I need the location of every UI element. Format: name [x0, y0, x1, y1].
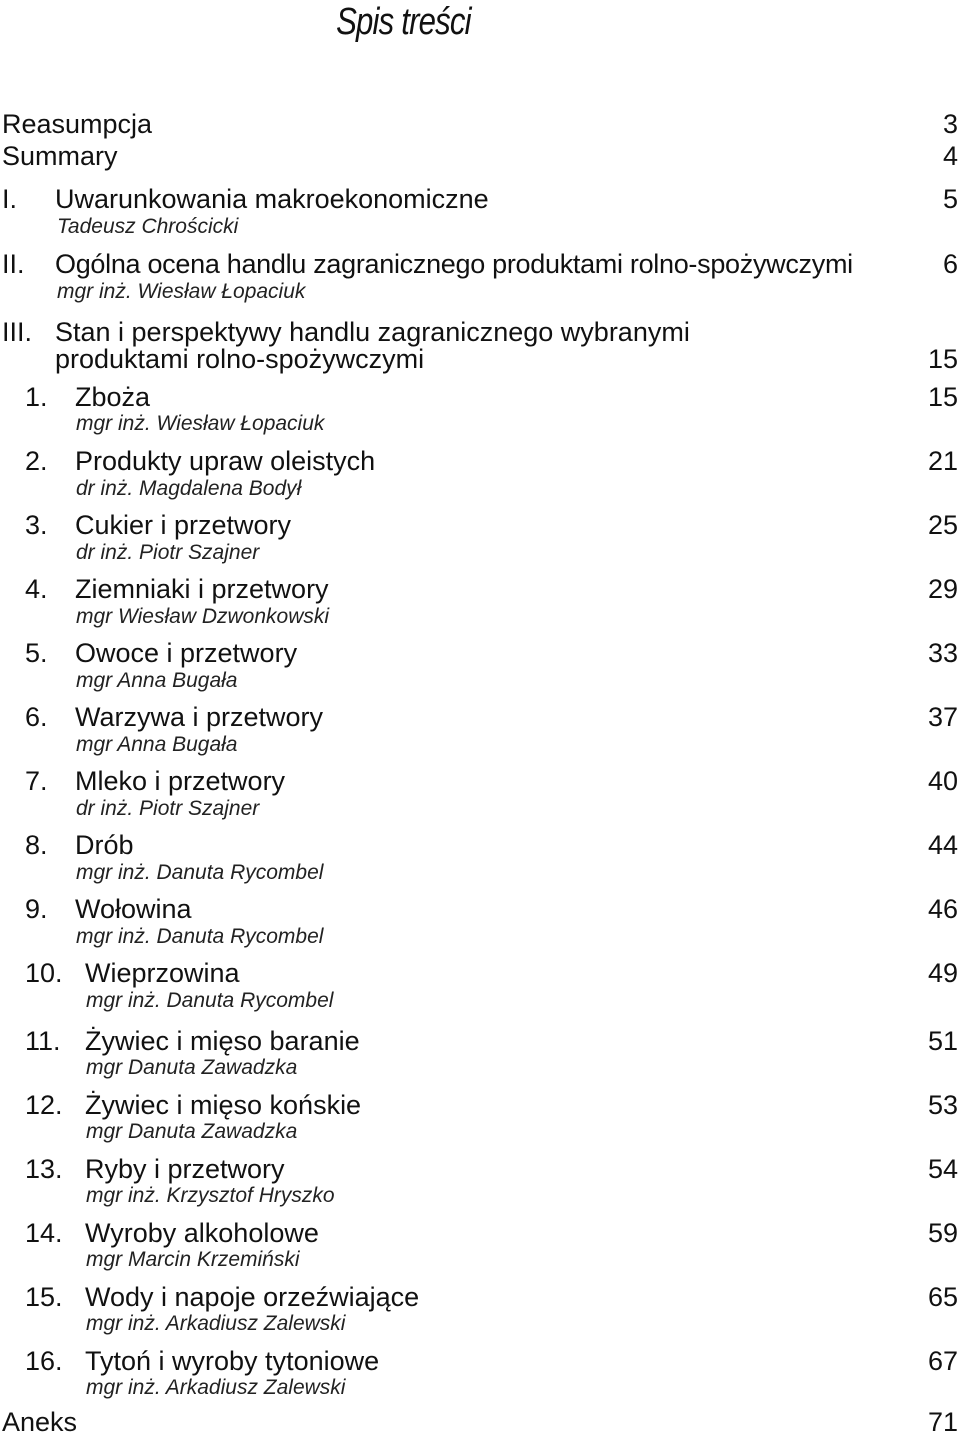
toc-entry-reasumpcja[interactable]	[0, 108, 960, 140]
toc-entry-label: Reasumpcja	[2, 109, 153, 139]
toc-entry-label: Drób	[75, 830, 134, 860]
toc-entry-author: dr inż. Magdalena Bodył	[76, 477, 302, 500]
toc-entry-label: Cukier i przetwory	[75, 510, 292, 540]
toc-entry-label: Ziemniaki i przetwory	[75, 574, 329, 604]
toc-entry-author: mgr inż. Krzysztof Hryszko	[86, 1184, 335, 1207]
toc-entry-section-11[interactable]	[0, 1025, 960, 1057]
toc-entry-label: Ogólna ocena handlu zagranicznego produktami rolno-spożywczymi	[55, 249, 853, 279]
toc-entry-page: 4	[942, 141, 958, 171]
toc-entry-number: 1.	[25, 382, 48, 412]
toc-entry-page: 21	[927, 446, 958, 476]
toc-entry-number: 9.	[25, 894, 48, 924]
toc-entry-page: 65	[927, 1282, 958, 1312]
toc-entry-label: Żywiec i mięso końskie	[85, 1090, 362, 1120]
toc-entry-number: 10.	[25, 958, 63, 988]
toc-entry-page: 37	[927, 702, 958, 732]
toc-entry-page: 46	[927, 894, 958, 924]
toc-entry-section-9[interactable]	[0, 893, 960, 925]
toc-entry-label: Warzywa i przetwory	[75, 702, 324, 732]
toc-entry-section-7[interactable]	[0, 765, 960, 797]
toc-entry-number: 13.	[25, 1154, 63, 1184]
toc-entry-label: Wołowina	[75, 894, 192, 924]
toc-entry-label: Wyroby alkoholowe	[85, 1218, 319, 1248]
toc-entry-label: Mleko i przetwory	[75, 766, 286, 796]
toc-entry-section-2[interactable]	[0, 445, 960, 477]
toc-entry-page: 29	[927, 574, 958, 604]
toc-entry-page: 33	[927, 638, 958, 668]
toc-entry-number: 6.	[25, 702, 48, 732]
toc-entry-section-6[interactable]	[0, 701, 960, 733]
toc-entry-author: mgr Anna Bugała	[76, 669, 238, 692]
toc-entry-author: mgr inż. Arkadiusz Zalewski	[86, 1376, 346, 1399]
toc-entry-number: II.	[2, 249, 25, 279]
toc-entry-label: Produkty upraw oleistych	[75, 446, 376, 476]
toc-entry-page: 5	[942, 184, 958, 214]
toc-entry-label: Zboża	[75, 382, 151, 412]
toc-entry-author: mgr Danuta Zawadzka	[86, 1120, 298, 1143]
toc-entry-page: 71	[927, 1407, 958, 1437]
toc-entry-number: 2.	[25, 446, 48, 476]
toc-entry-page: 51	[927, 1026, 958, 1056]
toc-entry-author: mgr inż. Wiesław Łopaciuk	[76, 412, 325, 435]
toc-entry-number: 7.	[25, 766, 48, 796]
toc-entry-page: 15	[927, 344, 958, 374]
toc-entry-section-4[interactable]	[0, 573, 960, 605]
toc-entry-page: 67	[927, 1346, 958, 1376]
toc-entry-number: 14.	[25, 1218, 63, 1248]
toc-entry-author: mgr Anna Bugała	[76, 733, 238, 756]
toc-entry-author: Tadeusz Chrościcki	[57, 215, 239, 238]
toc-entry-number: 4.	[25, 574, 48, 604]
toc-entry-label-continued: produktami rolno-spożywczymi	[55, 344, 425, 374]
toc-entry-number: 3.	[25, 510, 48, 540]
toc-entry-number: 12.	[25, 1090, 63, 1120]
toc-entry-section-10[interactable]	[0, 957, 960, 989]
toc-entry-label: Tytoń i wyroby tytoniowe	[85, 1346, 380, 1376]
toc-entry-section-8[interactable]	[0, 829, 960, 861]
toc-entry-section-16[interactable]	[0, 1345, 960, 1377]
toc-entry-section-1[interactable]	[0, 381, 960, 413]
toc-entry-label: Stan i perspektywy handlu zagranicznego wybranymi	[55, 317, 690, 347]
toc-entry-chapter-1[interactable]	[0, 183, 960, 215]
toc-entry-author: mgr Marcin Krzemiński	[86, 1248, 300, 1271]
toc-entry-number: 8.	[25, 830, 48, 860]
toc-entry-page: 44	[927, 830, 958, 860]
toc-entry-section-5[interactable]	[0, 637, 960, 669]
toc-entry-chapter-2[interactable]	[0, 248, 960, 280]
toc-entry-page: 6	[942, 249, 958, 279]
toc-entry-author: mgr inż. Arkadiusz Zalewski	[86, 1312, 346, 1335]
toc-entry-author: mgr inż. Danuta Rycombel	[86, 989, 334, 1012]
toc-entry-section-14[interactable]	[0, 1217, 960, 1249]
toc-entry-page: 49	[927, 958, 958, 988]
toc-entry-number: 15.	[25, 1282, 63, 1312]
toc-entry-author: mgr inż. Wiesław Łopaciuk	[57, 280, 306, 303]
toc-entry-author: dr inż. Piotr Szajner	[76, 541, 260, 564]
toc-entry-number: 11.	[25, 1026, 61, 1056]
toc-entry-author: dr inż. Piotr Szajner	[76, 797, 260, 820]
toc-entry-page: 54	[927, 1154, 958, 1184]
toc-entry-section-3[interactable]	[0, 509, 960, 541]
toc-entry-label: Aneks	[2, 1407, 78, 1437]
toc-entry-label: Uwarunkowania makroekonomiczne	[55, 184, 489, 214]
toc-entry-chapter-3-line-2[interactable]	[0, 343, 960, 375]
toc-entry-label: Owoce i przetwory	[75, 638, 298, 668]
toc-entry-page: 15	[927, 382, 958, 412]
toc-entry-section-15[interactable]	[0, 1281, 960, 1313]
toc-entry-page: 59	[927, 1218, 958, 1248]
toc-entry-author: mgr inż. Danuta Rycombel	[76, 925, 324, 948]
toc-entry-author: mgr inż. Danuta Rycombel	[76, 861, 324, 884]
toc-entry-label: Wieprzowina	[85, 958, 240, 988]
toc-entry-author: mgr Wiesław Dzwonkowski	[76, 605, 330, 628]
toc-entry-label: Żywiec i mięso baranie	[85, 1026, 360, 1056]
toc-entry-page: 53	[927, 1090, 958, 1120]
toc-entry-summary[interactable]	[0, 140, 960, 172]
toc-entry-section-12[interactable]	[0, 1089, 960, 1121]
toc-entry-page: 40	[927, 766, 958, 796]
toc-entry-page: 25	[927, 510, 958, 540]
toc-entry-page: 3	[942, 109, 958, 139]
toc-entry-number: III.	[2, 317, 33, 347]
toc-entry-number: I.	[2, 184, 18, 214]
toc-entry-label: Wody i napoje orzeźwiające	[85, 1282, 420, 1312]
toc-entry-label: Ryby i przetwory	[85, 1154, 285, 1184]
toc-entry-number: 5.	[25, 638, 48, 668]
toc-entry-label: Summary	[2, 141, 118, 171]
toc-entry-author: mgr Danuta Zawadzka	[86, 1056, 298, 1079]
toc-entry-section-13[interactable]	[0, 1153, 960, 1185]
toc-entry-number: 16.	[25, 1346, 63, 1376]
page-title: Spis treści	[336, 1, 471, 43]
toc-entry-aneks[interactable]	[0, 1406, 960, 1438]
